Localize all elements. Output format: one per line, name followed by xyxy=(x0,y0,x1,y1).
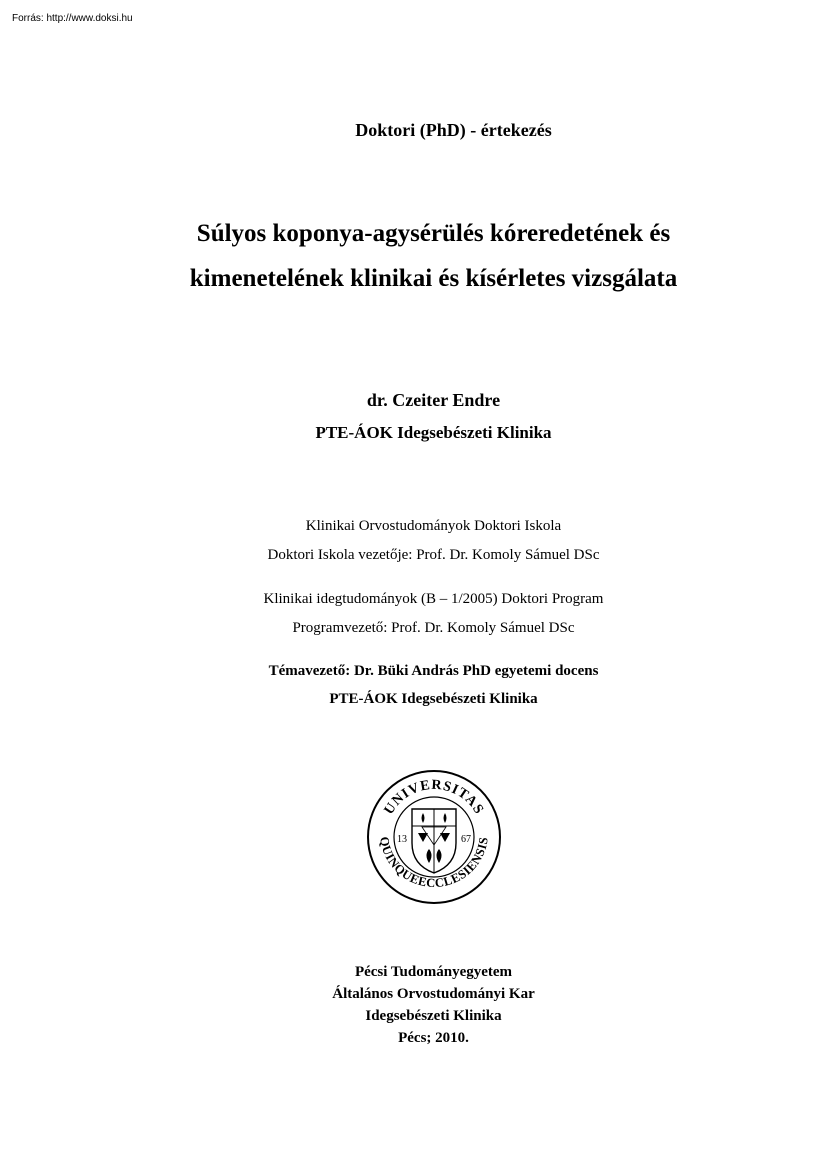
author-name: dr. Czeiter Endre xyxy=(366,390,501,410)
footer-faculty: Általános Orvostudományi Kar xyxy=(332,986,535,1002)
author-affiliation: PTE-ÁOK Idegsebészeti Klinika xyxy=(315,423,552,442)
seal-year-left: 13 xyxy=(397,834,407,845)
title-line-1: Súlyos koponya-agysérülés kóreredetének és xyxy=(196,220,671,247)
supervisor-affiliation: PTE-ÁOK Idegsebészeti Klinika xyxy=(329,691,538,707)
footer-clinic: Idegsebészeti Klinika xyxy=(365,1008,502,1024)
source-note: Forrás: http://www.doksi.hu xyxy=(12,13,133,24)
university-seal-icon xyxy=(366,769,502,905)
program-head: Programvezető: Prof. Dr. Komoly Sámuel DSc xyxy=(292,620,575,636)
doctoral-program: Klinikai idegtudományok (B – 1/2005) Doktori Program xyxy=(263,591,604,607)
document-type: Doktori (PhD) - értekezés xyxy=(355,120,552,140)
seal-text-bottom: QUINQUEECCLESIENSIS xyxy=(376,835,491,891)
supervisor: Témavezető: Dr. Büki András PhD egyetemi docens xyxy=(268,663,599,679)
seal-year-right: 67 xyxy=(461,834,471,845)
doctoral-school-head: Doktori Iskola vezetője: Prof. Dr. Komoly Sámuel DSc xyxy=(267,547,600,563)
title-line-2: kimenetelének klinikai és kísérletes vizsgálata xyxy=(189,265,678,292)
footer-university: Pécsi Tudományegyetem xyxy=(354,964,513,980)
seal-text-top: UNIVERSITAS xyxy=(381,777,487,818)
doctoral-school: Klinikai Orvostudományok Doktori Iskola xyxy=(305,518,562,534)
footer-place-year: Pécs; 2010. xyxy=(398,1030,469,1046)
